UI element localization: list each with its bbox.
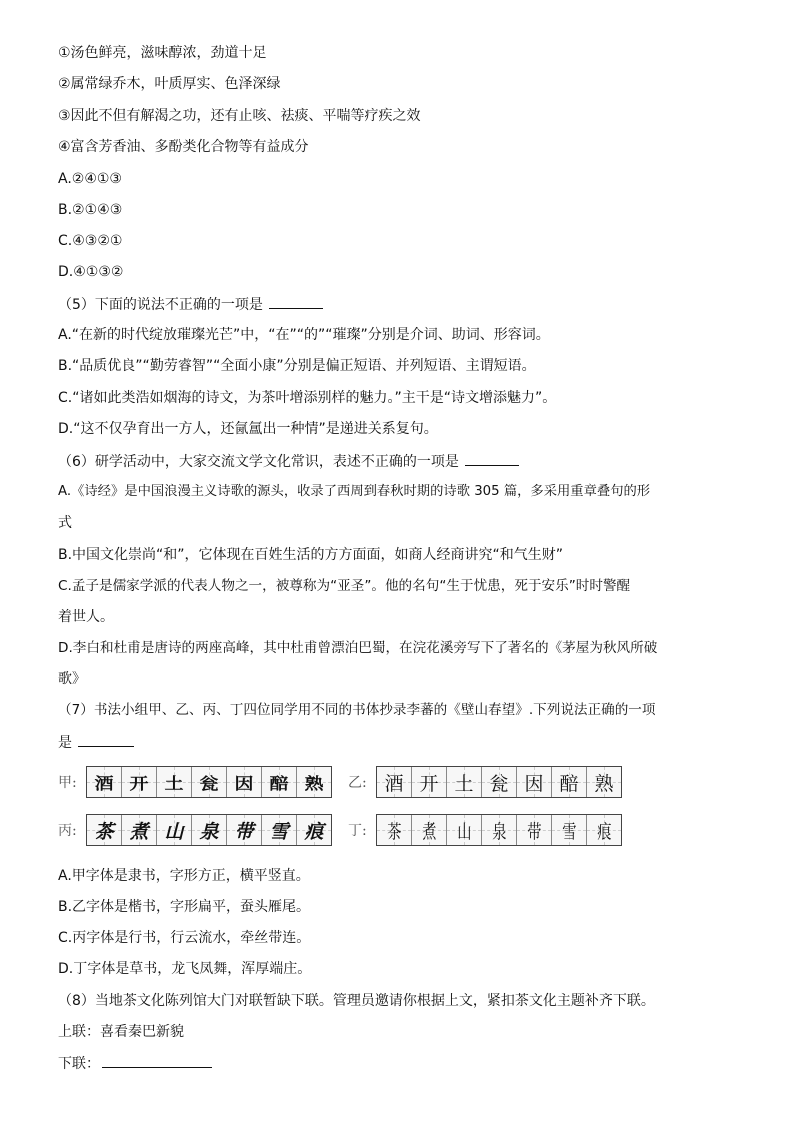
callig-char: 泉 <box>482 815 517 845</box>
callig-char: 熟 <box>297 767 331 797</box>
calligraphy-label-bing: 丙: <box>58 823 77 839</box>
callig-char: 因 <box>227 767 262 797</box>
calligraphy-yi <box>348 766 622 798</box>
lower-couplet <box>58 1053 212 1074</box>
choice-c: C.④③②① <box>58 233 123 249</box>
calligraphy-grid-ding <box>376 814 622 846</box>
callig-char: 山 <box>447 815 482 845</box>
q7-choice-d: D.丁字体是草书，龙飞凤舞，浑厚端庄。 <box>58 961 312 977</box>
callig-char: 醅 <box>262 767 297 797</box>
q5-choice-a: A.“在新的时代绽放璀璨光芒”中，“在”“的”“璀璨”分别是介词、助词、形容词。 <box>58 327 550 343</box>
callig-char: 痕 <box>587 815 621 845</box>
question-6-text: （6）研学活动中，大家交流文学文化常识，表述不正确的一项是 <box>58 454 459 470</box>
lower-couplet-label: 下联： <box>58 1056 100 1072</box>
answer-blank <box>269 294 323 309</box>
calligraphy-label-ding: 丁: <box>348 823 367 839</box>
question-7-cont <box>58 732 134 753</box>
callig-char: 雪 <box>262 815 297 845</box>
calligraphy-label-yi: 乙: <box>348 775 367 791</box>
callig-char: 酒 <box>377 767 412 797</box>
callig-char: 开 <box>412 767 447 797</box>
callig-char: 泉 <box>192 815 227 845</box>
choice-b: B.②①④③ <box>58 202 123 218</box>
callig-char: 瓮 <box>192 767 227 797</box>
question-7-cont-text: 是 <box>58 735 72 751</box>
calligraphy-jia <box>58 766 332 798</box>
q6-choice-a: A.《诗经》是中国浪漫主义诗歌的源头，收录了西周到春秋时期的诗歌 305 篇，多采用重章叠句的形 <box>58 484 651 499</box>
q5-choice-b: B.“品质优良”“勤劳睿智”“全面小康”分别是偏正短语、并列短语、主谓短语。 <box>58 358 536 374</box>
callig-char: 酒 <box>87 767 122 797</box>
callig-char: 茶 <box>87 815 122 845</box>
callig-char: 因 <box>517 767 552 797</box>
q6-choice-d-cont: 歌》 <box>58 671 86 687</box>
answer-blank <box>78 732 134 747</box>
callig-char: 山 <box>157 815 192 845</box>
option-line-3: ③因此不但有解渴之功，还有止咳、祛痰、平喘等疗疾之效 <box>58 108 421 124</box>
calligraphy-ding <box>348 814 622 846</box>
callig-char: 醅 <box>552 767 587 797</box>
q6-choice-a-cont: 式 <box>58 515 72 531</box>
calligraphy-label-jia: 甲: <box>58 775 77 791</box>
q6-choice-b: B.中国文化崇尚“和”，它体现在百姓生活的方方面面，如商人经商讲究“和气生财” <box>58 547 564 563</box>
callig-char: 开 <box>122 767 157 797</box>
callig-char: 土 <box>447 767 482 797</box>
calligraphy-grid-bing <box>86 814 332 846</box>
question-7: （7）书法小组甲、乙、丙、丁四位同学用不同的书体抄录李蕃的《壁山春望》.下列说法正确的一项 <box>58 702 656 718</box>
answer-blank <box>465 451 519 466</box>
callig-char: 煮 <box>122 815 157 845</box>
calligraphy-bing <box>58 814 332 846</box>
callig-char: 雪 <box>552 815 587 845</box>
callig-char: 带 <box>517 815 552 845</box>
callig-char: 瓮 <box>482 767 517 797</box>
calligraphy-grid-yi <box>376 766 622 798</box>
callig-char: 带 <box>227 815 262 845</box>
question-5-text: （5）下面的说法不正确的一项是 <box>58 297 263 313</box>
callig-char: 熟 <box>587 767 621 797</box>
q5-choice-d: D.“这不仅孕育出一方人，还氤氲出一种情”是递进关系复句。 <box>58 421 438 437</box>
question-8: （8）当地茶文化陈列馆大门对联暂缺下联。管理员邀请你根据上文，紧扣茶文化主题补齐下联。 <box>58 993 655 1009</box>
option-line-1: ①汤色鲜亮，滋味醇浓，劲道十足 <box>58 45 267 61</box>
q7-choice-b: B.乙字体是楷书，字形扁平，蚕头雁尾。 <box>58 899 311 915</box>
choice-a: A.②④①③ <box>58 171 122 187</box>
q6-choice-d: D.李白和杜甫是唐诗的两座高峰，其中杜甫曾漂泊巴蜀，在浣花溪旁写下了著名的《茅屋为秋风所破 <box>58 640 658 656</box>
callig-char: 茶 <box>377 815 412 845</box>
callig-char: 煮 <box>412 815 447 845</box>
question-6 <box>58 451 519 472</box>
upper-couplet: 上联：喜看秦巴新貌 <box>58 1024 184 1040</box>
answer-blank <box>102 1053 212 1068</box>
callig-char: 土 <box>157 767 192 797</box>
choice-d: D.④①③② <box>58 264 124 280</box>
q5-choice-c: C.“诸如此类浩如烟海的诗文，为茶叶增添别样的魅力。”主干是“诗文增添魅力”。 <box>58 390 557 406</box>
option-line-2: ②属常绿乔木，叶质厚实、色泽深绿 <box>58 76 281 92</box>
option-line-4: ④富含芳香油、多酚类化合物等有益成分 <box>58 139 309 155</box>
q6-choice-c-cont: 着世人。 <box>58 609 114 625</box>
calligraphy-grid-jia <box>86 766 332 798</box>
callig-char: 痕 <box>297 815 331 845</box>
q7-choice-c: C.丙字体是行书，行云流水，牵丝带连。 <box>58 930 311 946</box>
q6-choice-c: C.孟子是儒家学派的代表人物之一，被尊称为“亚圣”。他的名句“生于忧患，死于安乐”时时警醒 <box>58 578 631 594</box>
question-5 <box>58 294 323 315</box>
q7-choice-a: A.甲字体是隶书，字形方正，横平竖直。 <box>58 868 310 884</box>
